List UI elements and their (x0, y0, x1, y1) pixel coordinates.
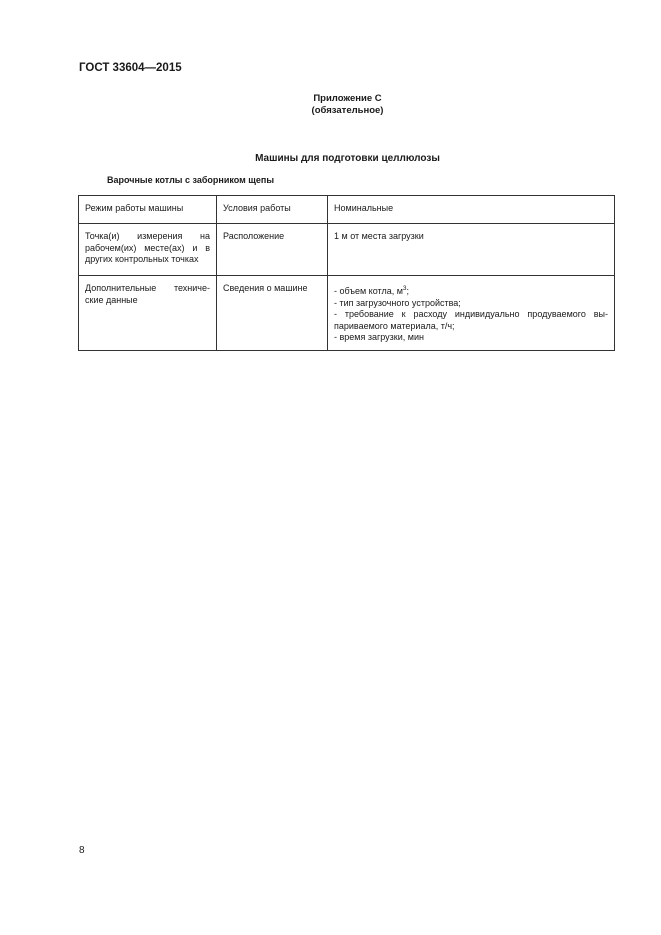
document-code: ГОСТ 33604—2015 (79, 62, 182, 74)
appendix-title: Приложение С (313, 93, 382, 104)
requirements-table (78, 195, 615, 351)
cell-text-line: - тип загрузочного устройства; (334, 297, 461, 308)
subsection-title: Варочные котлы с заборником щепы (107, 175, 275, 185)
cell-text-line: Точка(и) измерения на (85, 231, 210, 241)
cell-text-line: ские данные (85, 294, 138, 305)
section-title: Машины для подготовки целлюлозы (255, 153, 440, 164)
header-cell-conditions: Условия работы (217, 196, 328, 224)
cell-text-line: - требование к расходу индивидуально продуваемого вы- (334, 309, 608, 319)
cell-text-line: Дополнительные техниче- (85, 283, 210, 293)
header-cell-nominal: Номинальные (328, 196, 615, 224)
cell-measurement-points (79, 224, 217, 276)
appendix-subtitle: (обязательное) (311, 105, 384, 116)
cell-additional-data (79, 276, 217, 351)
cell-text-line: 1 м от места загрузки (334, 231, 424, 241)
cell-text-line: париваемого материала, т/ч; (334, 320, 455, 331)
header-cell-mode: Режим работы машины (79, 196, 217, 224)
cell-machine-info-values (328, 276, 615, 351)
semicolon: ; (406, 286, 410, 296)
volume-text: - объем котла, м (334, 286, 403, 296)
cell-location: Расположение (217, 224, 328, 276)
table-header-row (79, 196, 615, 224)
cell-location-value (328, 224, 615, 276)
cell-text-line: других контрольных точках (85, 254, 199, 264)
cell-text-line: - время загрузки, мин (334, 332, 424, 342)
cell-machine-info: Сведения о машине (217, 276, 328, 351)
cell-text-line: рабочем(их) месте(ах) и в (85, 242, 210, 253)
table-row (79, 276, 615, 351)
superscript: 3 (402, 285, 407, 292)
cell-text-line (334, 283, 608, 298)
page-number: 8 (79, 845, 85, 856)
table-row (79, 224, 615, 276)
